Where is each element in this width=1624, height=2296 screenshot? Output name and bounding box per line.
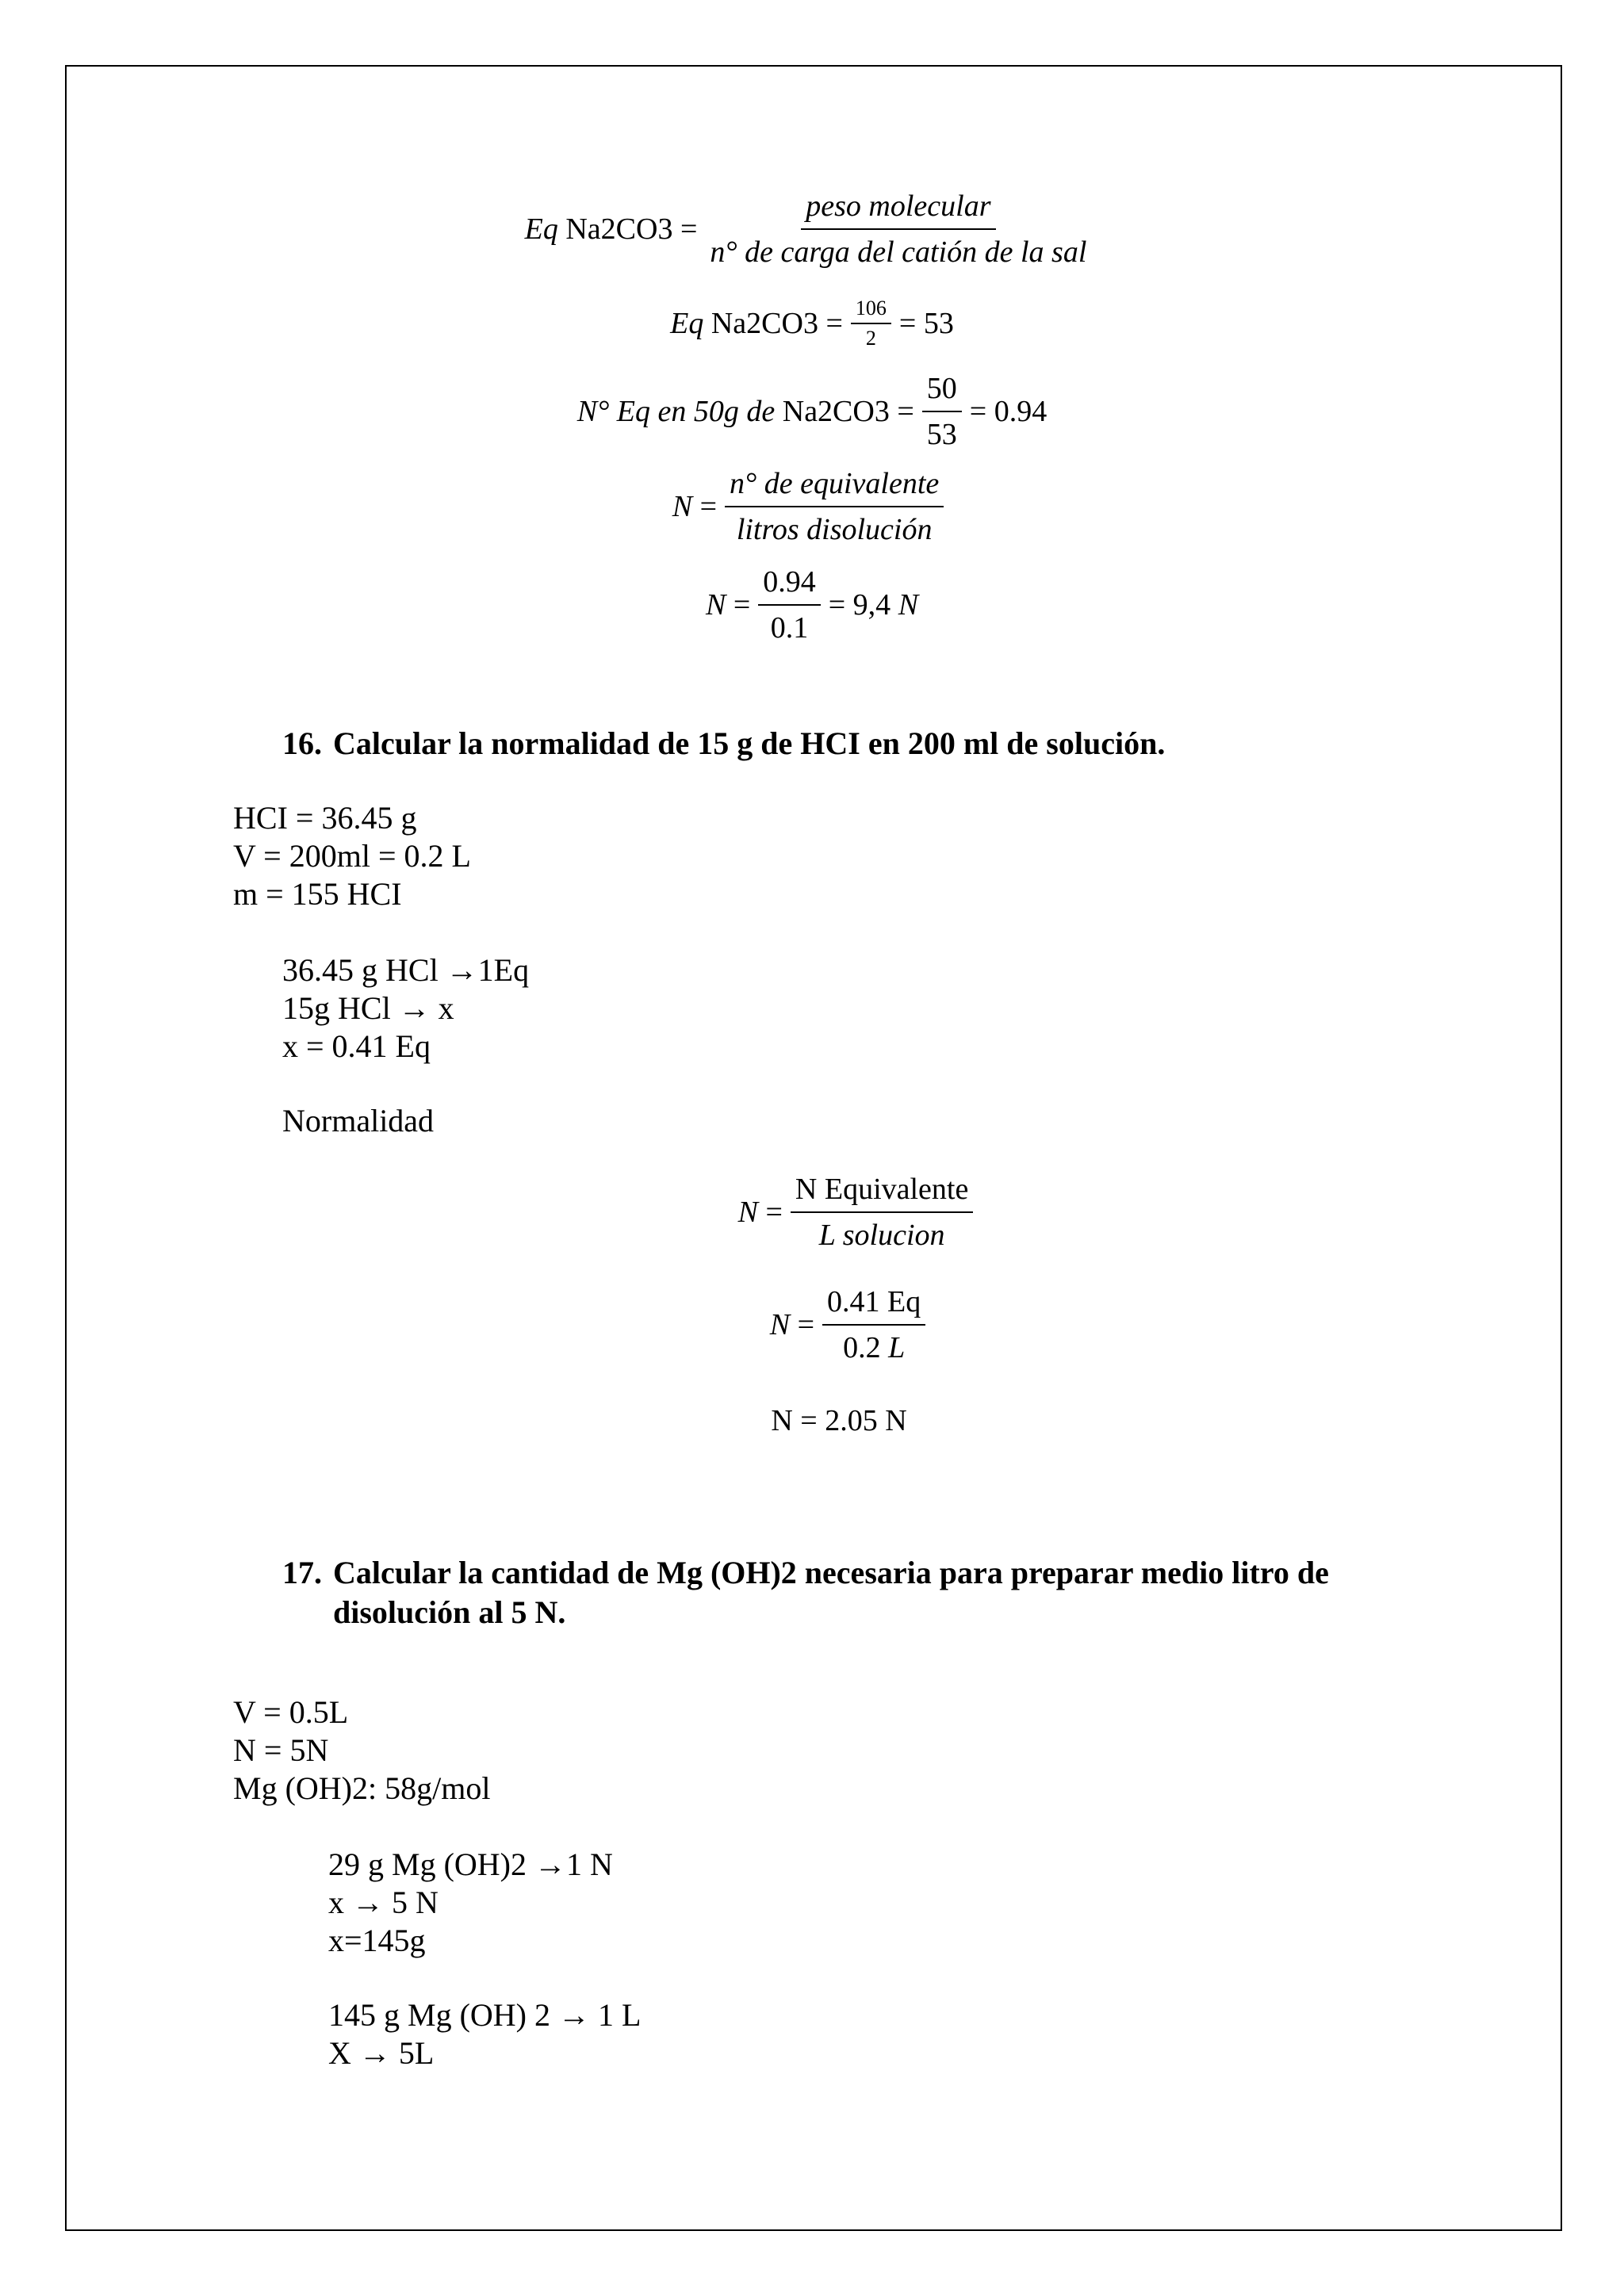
q17-step2-line: X → 5L bbox=[328, 2035, 435, 2071]
formula-var: Eq bbox=[670, 307, 704, 340]
fraction bbox=[851, 297, 891, 350]
q17-data-line: Mg (OH)2: 58g/mol bbox=[233, 1770, 491, 1806]
formula-result: = 0.94 bbox=[969, 395, 1048, 428]
fraction bbox=[758, 564, 821, 645]
q17-step-line: 29 g Mg (OH)2 →1 N bbox=[328, 1846, 613, 1882]
fraction-denominator: litros disolución bbox=[736, 513, 933, 546]
formula-var: N bbox=[737, 1196, 758, 1229]
fraction-denominator bbox=[838, 1326, 910, 1365]
fraction-denominator-unit: L bbox=[888, 1331, 906, 1364]
formula-compound: Na2CO3 bbox=[782, 395, 890, 428]
fraction-numerator: N Equivalente bbox=[791, 1172, 973, 1213]
fraction-numerator: n° de equivalente bbox=[725, 466, 944, 507]
fraction bbox=[725, 466, 944, 547]
fraction-numerator: 106 bbox=[851, 297, 891, 324]
formula-unit: N bbox=[898, 588, 919, 622]
fraction-denominator: 53 bbox=[926, 418, 957, 451]
question-16-title: Calcular la normalidad de 15 g de HCI en 200 ml de solución. bbox=[333, 725, 1166, 761]
formula-normality-result: N = $\frac{0.94}{0.1}$ = 9,4 N bbox=[705, 565, 919, 645]
fraction bbox=[822, 1284, 925, 1365]
q16-data-line: m = 155 HCI bbox=[233, 876, 402, 912]
fraction-denominator-value: 0.2 bbox=[843, 1331, 881, 1364]
q17-step2-line: 145 g Mg (OH) 2 → 1 L bbox=[328, 1997, 642, 2033]
formula-result: = 9,4 bbox=[828, 588, 891, 622]
fraction-denominator: 0.1 bbox=[770, 611, 809, 645]
q16-data-line: HCI = 36.45 g bbox=[233, 800, 417, 836]
q17-data-line: V = 0.5L bbox=[233, 1694, 349, 1730]
fraction-numerator: peso molecular bbox=[801, 189, 995, 230]
formula-q16-normality-values: N = $\frac{0.41 Eq}{0.2 L}$ bbox=[40, 1284, 1624, 1365]
fraction-denominator: n° de carga del catión de la sal bbox=[710, 235, 1087, 269]
formula-q16-normality-definition: N = $\frac{\text{N Equivalente}}{\text{L solucion}}$ bbox=[48, 1172, 1624, 1253]
fraction-denominator: L solucion bbox=[818, 1219, 945, 1252]
formula-label: N° Eq en 50g de bbox=[576, 395, 776, 428]
question-17-title-line2: disolución al 5 N. bbox=[333, 1594, 566, 1630]
fraction bbox=[705, 189, 1091, 270]
question-17-number: 17. bbox=[282, 1555, 322, 1590]
question-16-number: 16. bbox=[282, 725, 322, 761]
fraction-numerator: 50 bbox=[922, 371, 962, 412]
q16-step-line: 36.45 g HCl →1Eq bbox=[282, 952, 530, 988]
fraction-numerator: 0.41 Eq bbox=[822, 1284, 925, 1326]
formula-number-equivalents: N° Eq en 50g de Na2CO3 = $\frac{50}{53}$ = 0.94 bbox=[576, 372, 1048, 451]
fraction-numerator: 0.94 bbox=[758, 564, 821, 606]
q16-data-line: V = 200ml = 0.2 L bbox=[233, 838, 471, 874]
q17-data-line: N = 5N bbox=[233, 1732, 329, 1768]
q16-step-line: 15g HCl → x bbox=[282, 990, 454, 1026]
fraction-denominator: 2 bbox=[865, 327, 876, 350]
formula-var: N bbox=[672, 490, 693, 523]
fraction bbox=[922, 371, 962, 452]
formula-var: N bbox=[769, 1308, 791, 1341]
formula-result: = 53 bbox=[898, 307, 954, 340]
question-17-title-line1: Calcular la cantidad de Mg (OH)2 necesaria para preparar medio litro de bbox=[333, 1555, 1329, 1590]
formula-var: N bbox=[705, 588, 726, 622]
formula-equivalent-value: Eq Na2CO3 = $\frac{106}{2}$ = 53 bbox=[670, 297, 954, 350]
fraction bbox=[791, 1172, 973, 1253]
q16-normalidad-label: Normalidad bbox=[282, 1103, 435, 1138]
formula-equivalent-weight: Eq Na2CO3 = $\frac{\text{peso molecular}}{\text{n° de carga del catión de la sal}}$ bbox=[0, 189, 1624, 270]
formula-var: Eq bbox=[524, 212, 558, 246]
formula-compound: Na2CO3 bbox=[710, 307, 818, 340]
formula-normality-definition: N = $\frac{\text{n° de equivalente}}{\text{litros disolución}}$ bbox=[0, 466, 1624, 547]
q16-result bbox=[27, 1403, 1624, 1438]
q16-result-text: N = 2.05 N bbox=[771, 1404, 907, 1437]
q17-step-line: x=145g bbox=[328, 1923, 426, 1958]
q17-step-line: x → 5 N bbox=[328, 1885, 439, 1920]
formula-compound: Na2CO3 bbox=[565, 212, 673, 246]
q16-step-line: x = 0.41 Eq bbox=[282, 1028, 431, 1064]
